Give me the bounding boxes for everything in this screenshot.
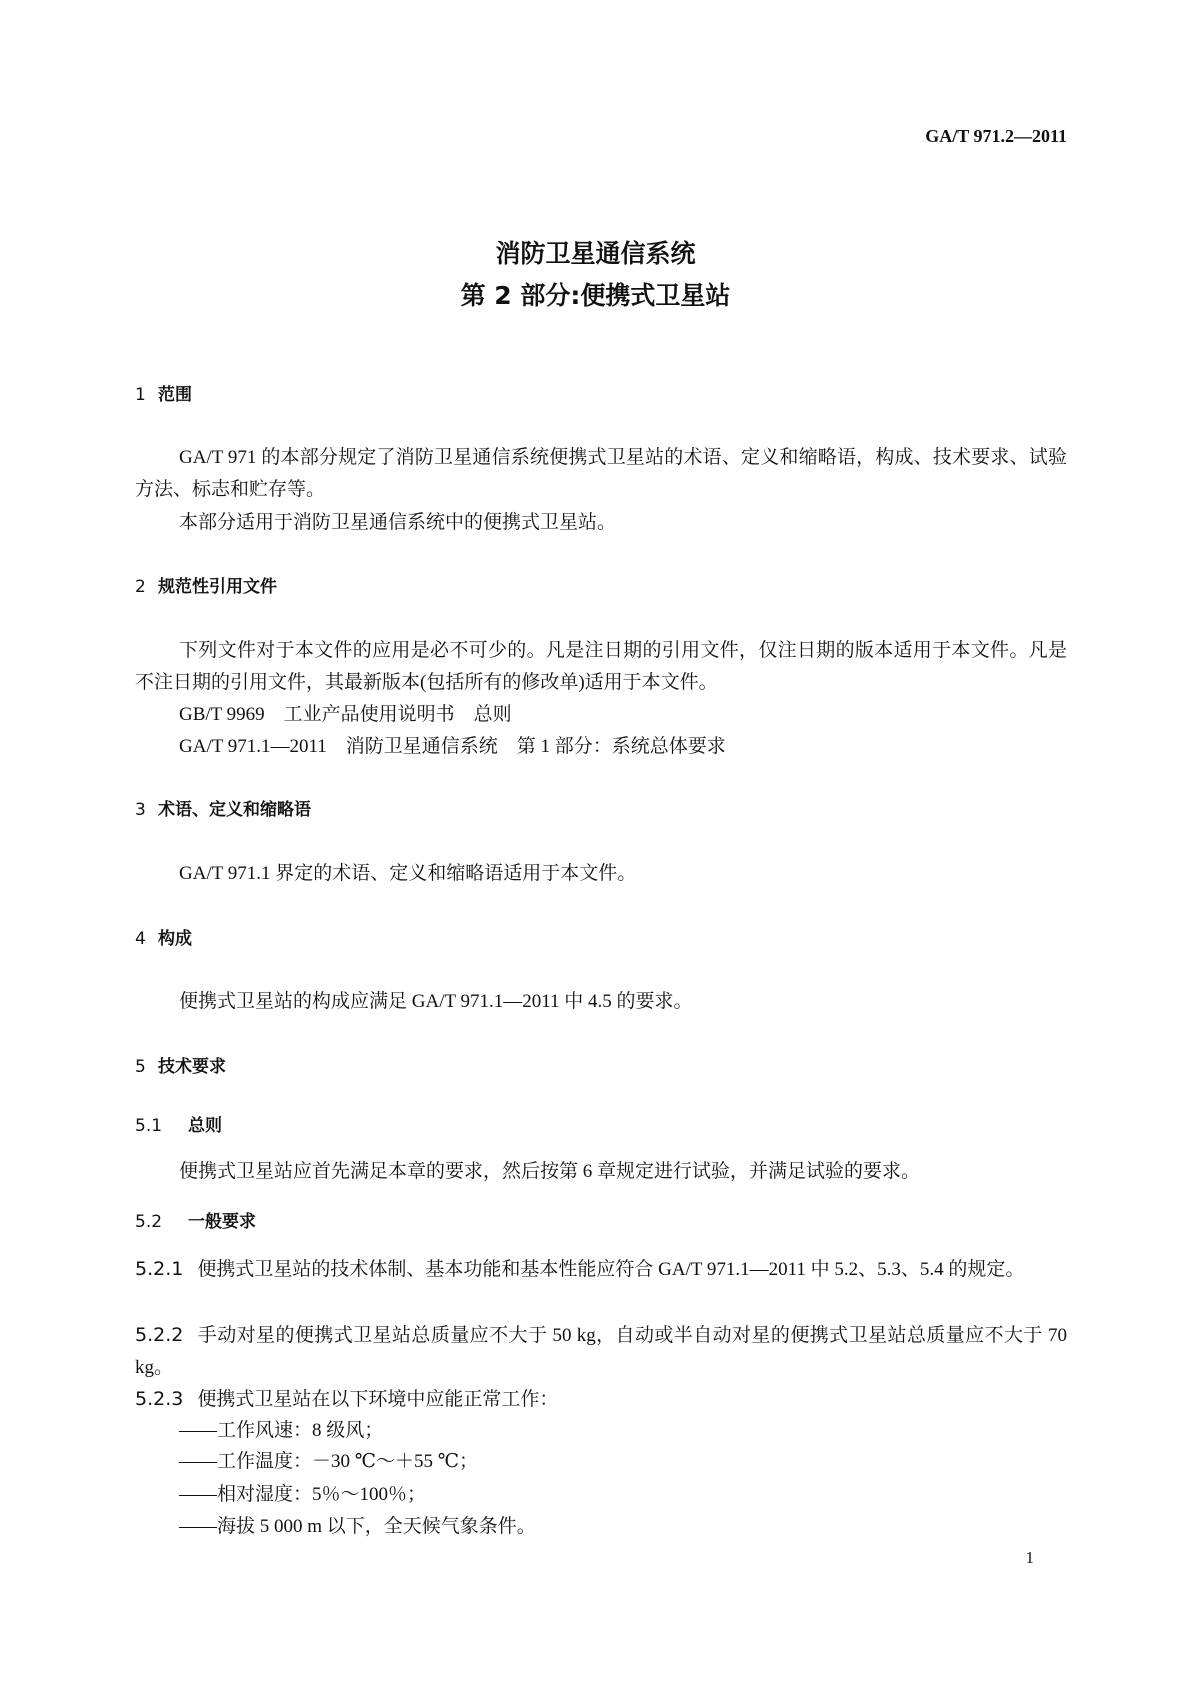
section-title: 一般要求 <box>188 1212 256 1232</box>
list-item: ——工作风速：8 级风； <box>179 1420 384 1441</box>
section-title: 规范性引用文件 <box>158 577 277 597</box>
section-heading-3 <box>135 794 311 826</box>
page-number: 1 <box>1025 1548 1034 1567</box>
section-number: 3 <box>135 800 146 820</box>
section-heading-5 <box>135 1051 226 1083</box>
list-item: ——相对湿度：5％～100％； <box>179 1484 427 1505</box>
document-subtitle: 第 2 部分:便携式卫星站 <box>460 281 731 310</box>
document-title: 消防卫星通信系统 <box>495 239 696 268</box>
paragraph: 便携式卫星站应首先满足本章的要求，然后按第 6 章规定进行试验，并满足试验的要求。 <box>179 1161 921 1182</box>
clause-5-2-1 <box>135 1253 1067 1286</box>
section-heading-2 <box>135 571 277 603</box>
paragraph: GA/T 971.1 界定的术语、定义和缩略语适用于本文件。 <box>179 863 637 884</box>
section-number: 5.2 <box>135 1212 163 1232</box>
clause-number: 5.2.1 <box>135 1258 184 1280</box>
section-number: 5.1 <box>135 1116 163 1136</box>
reference-item: GA/T 971.1—2011 消防卫星通信系统 第 1 部分：系统总体要求 <box>179 736 726 757</box>
section-title: 总则 <box>188 1116 222 1136</box>
section-number: 1 <box>135 385 146 405</box>
subsection-heading-5-2 <box>135 1206 256 1238</box>
subsection-heading-5-1 <box>135 1110 222 1142</box>
list-item: ——工作温度：－30 ℃～＋55 ℃； <box>179 1451 479 1472</box>
section-heading-4 <box>135 923 192 955</box>
clause-text: 便携式卫星站的技术体制、基本功能和基本性能应符合 GA/T 971.1—2011 中 5.2、5.3、5.4 的规定。 <box>197 1259 1025 1280</box>
reference-item: GB/T 9969 工业产品使用说明书 总则 <box>179 704 512 725</box>
section-number: 4 <box>135 929 146 949</box>
section-heading-1 <box>135 379 192 411</box>
paragraph: 便携式卫星站的构成应满足 GA/T 971.1—2011 中 4.5 的要求。 <box>179 991 693 1012</box>
clause-text: 便携式卫星站在以下环境中应能正常工作： <box>197 1389 559 1410</box>
paragraph: 下列文件对于本文件的应用是必不可少的。凡是注日期的引用文件，仅注日期的版本适用于本文件。凡是不注日期的引用文件，其最新版本(包括所有的修改单)适用于本文件。 <box>135 640 1067 693</box>
section-number: 5 <box>135 1057 146 1077</box>
clause-5-2-3 <box>135 1383 1067 1416</box>
clause-number: 5.2.2 <box>135 1324 184 1346</box>
document-code: GA/T 971.2—2011 <box>925 126 1067 146</box>
paragraph: GA/T 971 的本部分规定了消防卫星通信系统便携式卫星站的术语、定义和缩略语，构成、技术要求、试验方法、标志和贮存等。 <box>135 447 1067 500</box>
clause-text: 手动对星的便携式卫星站总质量应不大于 50 kg，自动或半自动对星的便携式卫星站总质量应不大于 70 kg。 <box>135 1325 1067 1378</box>
section-title: 构成 <box>158 929 192 949</box>
section-title: 技术要求 <box>158 1057 226 1077</box>
paragraph: 本部分适用于消防卫星通信系统中的便携式卫星站。 <box>179 512 617 533</box>
clause-number: 5.2.3 <box>135 1388 184 1410</box>
section-title: 术语、定义和缩略语 <box>158 800 311 820</box>
section-title: 范围 <box>158 385 192 405</box>
section-number: 2 <box>135 577 146 597</box>
clause-5-2-2 <box>135 1319 1067 1384</box>
list-item: ——海拔 5 000 m 以下，全天候气象条件。 <box>179 1516 536 1537</box>
